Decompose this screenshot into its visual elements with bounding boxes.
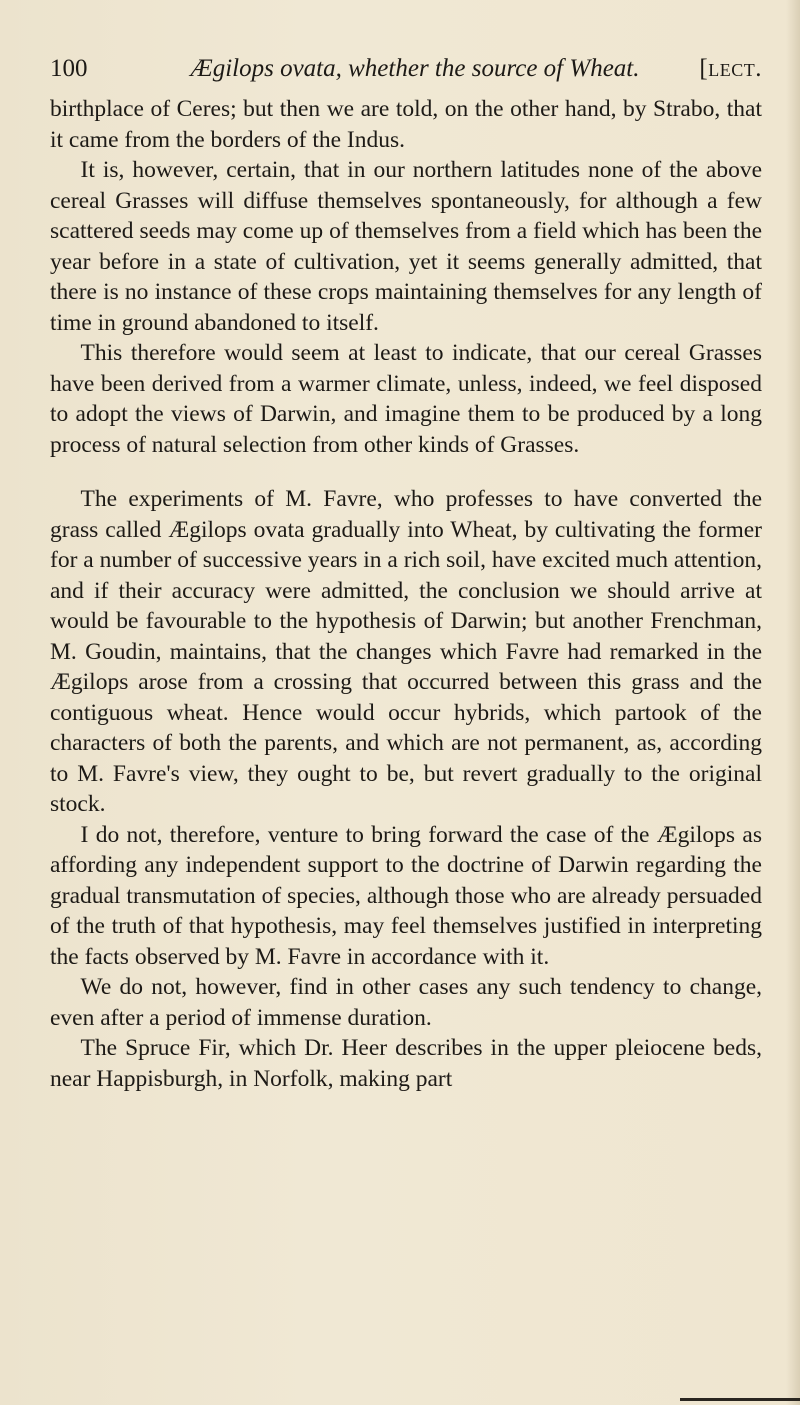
section-label: [lect. — [699, 55, 762, 82]
page-edge-shadow — [786, 0, 800, 1405]
body-text — [50, 94, 762, 1094]
paragraph-3: This therefore would seem at least to indicate, that our cereal Grasses have been derived from a warmer climate, unless, indeed, we feel disposed to adopt the views of Darwin, and imagine them to be produced by a long process of natural selection from other kinds of Grasses. — [50, 340, 762, 458]
page-number: 100 — [50, 55, 88, 82]
page-header — [50, 50, 762, 88]
paragraph-5: I do not, therefore, venture to bring forward the case of the Ægilops as affording any independent support to the doctrine of Darwin regarding the gradual transmutation of species, although those who are already persuaded of the truth of that hypothesis, may feel themselves justified in interpreting the facts observed by M. Favre in accordance with it. — [50, 821, 762, 970]
page-bottom-rule — [680, 1398, 800, 1401]
running-title — [50, 50, 762, 88]
paragraph-7: The Spruce Fir, which Dr. Heer describes in the upper pleiocene beds, near Happisburgh, in Norfolk, making part — [50, 1035, 762, 1092]
paragraph-6: We do not, however, find in other cases any such tendency to change, even after a period of immense duration. — [50, 974, 762, 1031]
paragraph-4: The experiments of M. Favre, who professes to have converted the grass called Ægilops ovata gradually into Wheat, by cultivating the former for a number of successive years in a rich soil, have excited much attention, and if their accuracy were admitted, the conclusion we should arrive at would be favourable to the hypothesis of Darwin; but another Frenchman, M. Goudin, maintains, that the changes which Favre had remarked in the Ægilops arose from a crossing that occurred between this grass and the contiguous wheat. Hence would occur hybrids, which partook of the characters of both the parents, and which are not permanent, as, according to M. Favre's view, they ought to be, but revert gradually to the original stock. — [50, 486, 762, 817]
running-title-text: Ægilops ovata, whether the source of Wheat. — [190, 55, 640, 82]
paragraph-1: birthplace of Ceres; but then we are told, on the other hand, by Strabo, that it came from the borders of the Indus. — [50, 96, 762, 153]
paragraph-2: It is, however, certain, that in our northern latitudes none of the above cereal Grasses will diffuse themselves spontaneously, for although a few scattered seeds may come up of themselves from a field which has been the year before in a state of cultivation, yet it seems generally admitted, that there is no instance of these crops maintaining themselves for any length of time in ground abandoned to itself. — [50, 157, 762, 336]
